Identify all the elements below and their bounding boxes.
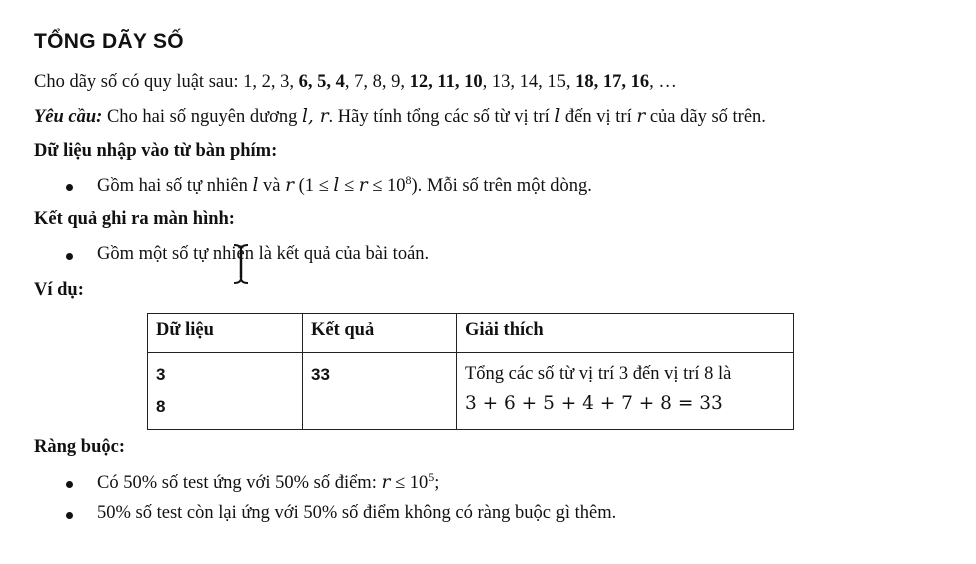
input-line: 8	[156, 397, 166, 416]
input-description	[97, 172, 592, 197]
cell-input	[148, 353, 303, 430]
cell-explanation	[457, 353, 794, 430]
header-explanation: Giải thích	[457, 314, 794, 353]
output-description: Gồm một số tự nhiên là kết quả của bài toán.	[97, 244, 430, 264]
cell-output: 33	[303, 353, 457, 430]
math-var-l: l	[252, 175, 259, 196]
output-heading: Kết quả ghi ra màn hình:	[34, 209, 235, 229]
table-header-row	[148, 314, 794, 353]
text: Gồm hai số tự nhiên	[97, 176, 253, 196]
request-text: của dãy số trên.	[645, 107, 766, 127]
problem-title: TỔNG DÃY SỐ	[34, 30, 184, 53]
math-var-l: l	[333, 175, 340, 196]
math-vars: l, r	[302, 106, 329, 127]
math-exponent: 5	[428, 469, 435, 484]
request-line	[34, 106, 766, 128]
math-var-r: r	[381, 472, 391, 493]
input-line: 3	[156, 365, 166, 384]
sequence-segment: 18, 17, 16	[575, 72, 650, 92]
header-output: Kết quả	[303, 314, 457, 353]
input-heading: Dữ liệu nhập vào từ bàn phím:	[34, 141, 278, 161]
sequence-intro	[34, 72, 677, 93]
bullet-dot	[66, 481, 73, 488]
text: và	[258, 176, 286, 196]
sequence-prefix: Cho dãy số có quy luật sau:	[34, 72, 244, 92]
sequence-segment: , …	[649, 72, 677, 92]
request-label: Yêu cầu:	[34, 107, 103, 127]
sequence-segment: , 7, 8, 9,	[344, 72, 410, 92]
constraint-item-1	[97, 469, 440, 494]
example-heading: Ví dụ:	[34, 280, 84, 300]
explanation-line: Tổng các số từ vị trí 3 đến vị trí 8 là	[465, 364, 732, 384]
math-exponent: 8	[405, 172, 412, 187]
example-table	[147, 313, 794, 430]
math-text: (1 ≤	[293, 176, 334, 196]
bullet-dot	[66, 184, 73, 191]
sequence-segment: , 13, 14, 15,	[482, 72, 576, 92]
text: ). Mỗi số trên một dòng.	[411, 176, 592, 196]
bullet-dot	[66, 512, 73, 519]
bullet-dot	[66, 253, 73, 260]
math-var-r: r	[636, 106, 646, 127]
table-row	[148, 353, 794, 430]
math-text: ≤ 10	[390, 473, 429, 493]
sequence-segment: 1, 2, 3,	[243, 72, 299, 92]
math-var-r: r	[285, 175, 294, 196]
math-text: ≤ 10	[367, 176, 406, 196]
constraint-item-2: 50% số test còn lại ứng với 50% số điểm không có ràng buộc gì thêm.	[97, 503, 617, 523]
constraints-heading: Ràng buộc:	[34, 437, 125, 457]
sequence-values	[243, 72, 677, 92]
math-text: ≤	[339, 176, 359, 196]
request-text: đến vị trí	[560, 107, 637, 127]
text: ;	[434, 473, 440, 493]
sequence-segment: 6, 5, 4	[298, 72, 345, 92]
request-text: Cho hai số nguyên dương	[102, 107, 303, 127]
text-cursor-icon	[231, 243, 251, 285]
header-input: Dữ liệu	[148, 314, 303, 353]
sequence-segment: 12, 11, 10	[409, 72, 483, 92]
math-var-r: r	[358, 175, 368, 196]
request-text: . Hãy tính tổng các số từ vị trí	[328, 107, 555, 127]
math-var-l: l	[554, 106, 561, 127]
text: Có 50% số test ứng với 50% số điểm:	[97, 473, 382, 493]
explanation-formula: 3 + 6 + 5 + 4 + 7 + 8 = 33	[465, 393, 723, 414]
